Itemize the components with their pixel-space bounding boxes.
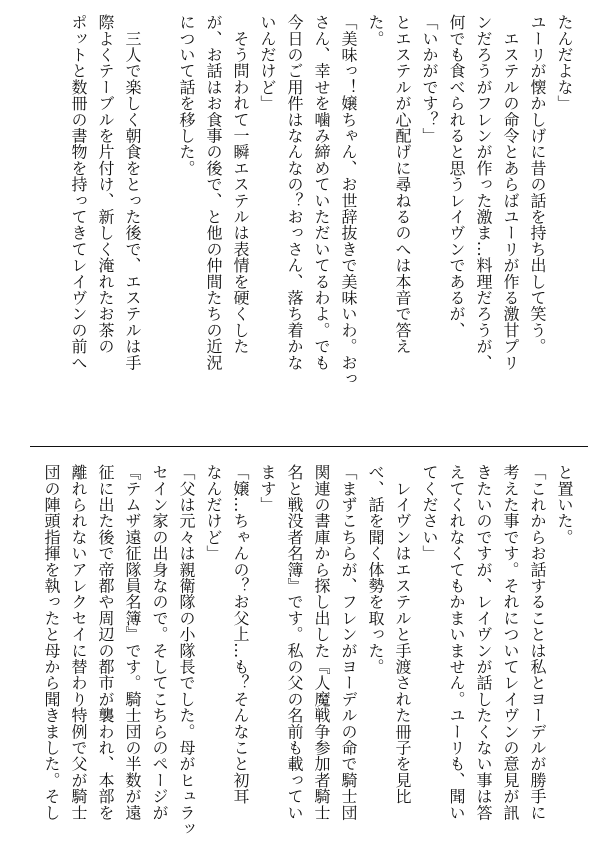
top-text-block (30, 14, 578, 432)
text-line: べ、話を聞く体勢を取った。 (366, 464, 385, 675)
text-line: 名と戦没者名簿』です。私の父の名前も載ってい (285, 464, 304, 821)
text-line: 「父は元々は親衛隊の小隊長でした。母がヒュラッ (177, 464, 196, 837)
text-line: 関連の書庫から探し出した『人魔戦争参加者騎士 (312, 464, 331, 821)
text-line: そう問われて一瞬エステルは表情を硬くした (231, 14, 250, 355)
text-line: 団の陣頭指揮を執ったと母から聞きました。そし (42, 464, 61, 821)
text-line: えてくれなくてもかまいません。ユーリも、聞い (447, 464, 466, 821)
text-line: た。 (366, 14, 385, 47)
text-line: なんだけど」 (204, 464, 223, 562)
bottom-text-block (30, 464, 578, 854)
text-line: 考えた事です。それについてレイヴンの意見が訊 (501, 464, 520, 821)
text-line: 「いかがです？」 (420, 14, 439, 144)
text-line: ンだろうがフレンが作った激ま…料理だろうが、 (474, 14, 493, 371)
text-line: が、お話はお食事の後で、と他の仲間たちの近況 (204, 14, 223, 371)
text-line: 離れられないアレクセイに替わり特例で父が騎士 (69, 464, 88, 821)
text-line: ます」 (258, 464, 277, 513)
text-line: 「これからお話することは私とヨーデルが勝手に (528, 464, 547, 821)
text-line: 「まずこちらが、フレンがヨーデルの命で騎士団 (339, 464, 358, 821)
text-line: 今日のご用件はなんなの？おっさん、落ち着かな (285, 14, 304, 371)
text-line: とエステルが心配げに尋ねるのへは本音で答え (393, 14, 412, 355)
section-divider (30, 446, 588, 447)
text-line: 三人で楽しく朝食をとった後で、エステルは手 (123, 14, 142, 371)
text-line: レイヴンはエステルと手渡された冊子を見比 (393, 464, 412, 805)
text-line: について話を移した。 (177, 14, 196, 176)
text-line: セイン家の出身なので。そしてこちらのページが (150, 464, 169, 821)
text-line: てください」 (420, 464, 439, 562)
text-line: と置いた。 (555, 464, 574, 545)
text-line: 「嬢…ちゃんの？お父上…も？そんなこと初耳 (231, 464, 250, 805)
text-line: たんだよな」 (555, 14, 574, 112)
text-line: 何でも食べられると思うレイヴンであるが、 (447, 14, 466, 338)
text-line: きたいのですが、レイヴンが話したくない事は答 (474, 464, 493, 821)
text-line: 征に出た後で帝都や周辺の都市が襲われ、本部を (96, 464, 115, 821)
text-line: 『テムザ遠征隊員名簿』です。騎士団の半数が遠 (123, 464, 142, 821)
blank-line (146, 14, 173, 432)
text-line: エステルの命令とあらばユーリが作る激甘プリ (501, 14, 520, 371)
text-line: ユーリが懐かしげに昔の話を持ち出して笑う。 (528, 14, 547, 355)
text-line: 「美味っ！嬢ちゃん、お世辞抜きで美味いわ。おっ (339, 14, 358, 387)
text-line: ポットと数冊の書物を持ってきてレイヴンの前へ (69, 14, 88, 371)
text-line: いんだけど」 (258, 14, 277, 112)
text-line: 際よくテーブルを片付け、新しく淹れたお茶の (96, 14, 115, 355)
text-line: さん、幸せを噛み締めていただいてるわよ。でも (312, 14, 331, 371)
